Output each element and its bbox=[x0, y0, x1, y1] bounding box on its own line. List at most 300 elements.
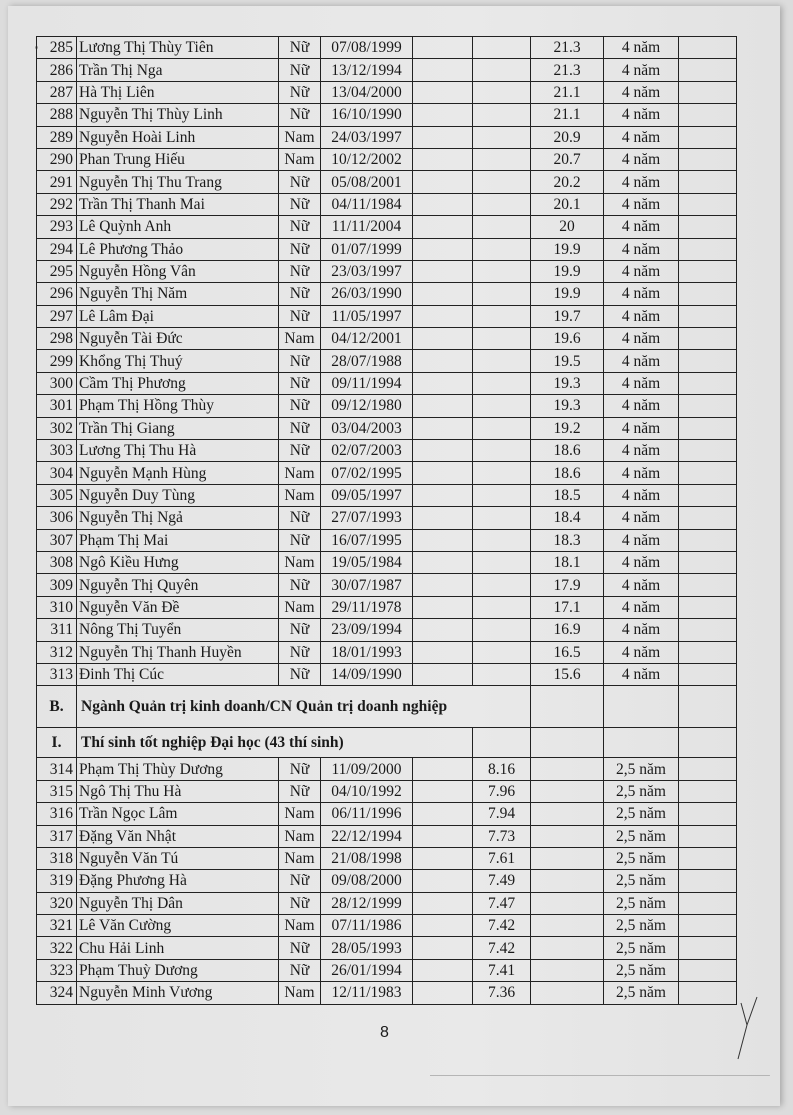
empty-cell bbox=[679, 780, 737, 802]
name-cell: Trần Thị Thanh Mai bbox=[77, 193, 279, 215]
duration-cell: 4 năm bbox=[604, 663, 679, 685]
empty-cell bbox=[473, 193, 531, 215]
score-cell: 18.6 bbox=[531, 462, 604, 484]
section-b-rows bbox=[37, 758, 737, 1004]
dob-cell: 04/10/1992 bbox=[321, 780, 413, 802]
gender-cell: Nữ bbox=[279, 260, 321, 282]
empty-cell bbox=[413, 59, 473, 81]
empty-cell bbox=[413, 825, 473, 847]
name-cell: Đặng Văn Nhật bbox=[77, 825, 279, 847]
gender-cell: Nữ bbox=[279, 395, 321, 417]
gender-cell: Nam bbox=[279, 915, 321, 937]
score-cell: 17.9 bbox=[531, 574, 604, 596]
name-cell: Nguyễn Văn Tú bbox=[77, 847, 279, 869]
empty-cell bbox=[531, 825, 604, 847]
stt-cell: 288 bbox=[37, 104, 77, 126]
table-row bbox=[37, 440, 737, 462]
empty-cell bbox=[679, 937, 737, 959]
empty-cell bbox=[679, 915, 737, 937]
stt-cell: 314 bbox=[37, 758, 77, 780]
dob-cell: 23/09/1994 bbox=[321, 619, 413, 641]
empty-cell bbox=[413, 663, 473, 685]
empty-cell bbox=[473, 216, 531, 238]
empty-cell bbox=[679, 728, 737, 758]
dob-cell: 19/05/1984 bbox=[321, 551, 413, 573]
name-cell: Nguyễn Thị Thanh Huyền bbox=[77, 641, 279, 663]
gender-cell: Nữ bbox=[279, 641, 321, 663]
dob-cell: 14/09/1990 bbox=[321, 663, 413, 685]
empty-cell bbox=[473, 529, 531, 551]
gender-cell: Nam bbox=[279, 825, 321, 847]
empty-cell bbox=[413, 507, 473, 529]
empty-cell bbox=[679, 283, 737, 305]
empty-cell bbox=[413, 847, 473, 869]
table-row bbox=[37, 803, 737, 825]
stt-cell: 290 bbox=[37, 148, 77, 170]
dob-cell: 29/11/1978 bbox=[321, 596, 413, 618]
duration-cell: 4 năm bbox=[604, 216, 679, 238]
empty-cell bbox=[413, 372, 473, 394]
empty-cell bbox=[679, 825, 737, 847]
empty-cell bbox=[679, 37, 737, 59]
table-row bbox=[37, 193, 737, 215]
score-cell: 7.49 bbox=[473, 870, 531, 892]
name-cell: Nguyễn Hồng Vân bbox=[77, 260, 279, 282]
dob-cell: 07/08/1999 bbox=[321, 37, 413, 59]
name-cell: Nguyễn Tài Đức bbox=[77, 328, 279, 350]
gender-cell: Nam bbox=[279, 126, 321, 148]
empty-cell bbox=[473, 417, 531, 439]
empty-cell bbox=[531, 758, 604, 780]
stt-cell: 302 bbox=[37, 417, 77, 439]
table-row bbox=[37, 551, 737, 573]
subsection-title: Thí sinh tốt nghiệp Đại học (43 thí sinh) bbox=[77, 728, 473, 758]
table-row bbox=[37, 758, 737, 780]
duration-cell: 4 năm bbox=[604, 574, 679, 596]
stt-cell: 292 bbox=[37, 193, 77, 215]
dob-cell: 07/11/1986 bbox=[321, 915, 413, 937]
empty-cell bbox=[413, 328, 473, 350]
empty-cell bbox=[473, 574, 531, 596]
duration-cell: 4 năm bbox=[604, 484, 679, 506]
empty-cell bbox=[413, 574, 473, 596]
dob-cell: 30/07/1987 bbox=[321, 574, 413, 596]
empty-cell bbox=[679, 171, 737, 193]
dob-cell: 23/03/1997 bbox=[321, 260, 413, 282]
dob-cell: 06/11/1996 bbox=[321, 803, 413, 825]
subsection-label: I. bbox=[37, 728, 77, 758]
gender-cell: Nữ bbox=[279, 37, 321, 59]
score-cell: 21.1 bbox=[531, 81, 604, 103]
gender-cell: Nữ bbox=[279, 81, 321, 103]
table-row bbox=[37, 641, 737, 663]
empty-cell bbox=[473, 350, 531, 372]
table-row bbox=[37, 892, 737, 914]
empty-cell bbox=[413, 462, 473, 484]
duration-cell: 4 năm bbox=[604, 372, 679, 394]
stt-cell: 321 bbox=[37, 915, 77, 937]
empty-cell bbox=[604, 728, 679, 758]
empty-cell bbox=[413, 780, 473, 802]
gender-cell: Nữ bbox=[279, 104, 321, 126]
table-row bbox=[37, 462, 737, 484]
score-cell: 19.2 bbox=[531, 417, 604, 439]
table-row bbox=[37, 915, 737, 937]
empty-cell bbox=[679, 596, 737, 618]
name-cell: Đinh Thị Cúc bbox=[77, 663, 279, 685]
dob-cell: 21/08/1998 bbox=[321, 847, 413, 869]
name-cell: Phạm Thị Mai bbox=[77, 529, 279, 551]
name-cell: Nguyễn Thị Quyên bbox=[77, 574, 279, 596]
score-cell: 19.9 bbox=[531, 260, 604, 282]
duration-cell: 4 năm bbox=[604, 529, 679, 551]
score-cell: 7.73 bbox=[473, 825, 531, 847]
name-cell: Nguyễn Thị Thùy Linh bbox=[77, 104, 279, 126]
table-row bbox=[37, 283, 737, 305]
empty-cell bbox=[679, 417, 737, 439]
empty-cell bbox=[679, 619, 737, 641]
name-cell: Trần Thị Giang bbox=[77, 417, 279, 439]
duration-cell: 4 năm bbox=[604, 619, 679, 641]
name-cell: Nguyễn Thị Thu Trang bbox=[77, 171, 279, 193]
gender-cell: Nữ bbox=[279, 193, 321, 215]
empty-cell bbox=[679, 982, 737, 1004]
dob-cell: 16/10/1990 bbox=[321, 104, 413, 126]
gender-cell: Nữ bbox=[279, 758, 321, 780]
dob-cell: 13/04/2000 bbox=[321, 81, 413, 103]
table-row bbox=[37, 171, 737, 193]
table-row bbox=[37, 847, 737, 869]
duration-cell: 4 năm bbox=[604, 641, 679, 663]
gender-cell: Nam bbox=[279, 484, 321, 506]
dob-cell: 10/12/2002 bbox=[321, 148, 413, 170]
stt-cell: 312 bbox=[37, 641, 77, 663]
score-cell: 18.4 bbox=[531, 507, 604, 529]
stt-cell: 296 bbox=[37, 283, 77, 305]
duration-cell: 4 năm bbox=[604, 283, 679, 305]
duration-cell: 2,5 năm bbox=[604, 959, 679, 981]
empty-cell bbox=[531, 847, 604, 869]
empty-cell bbox=[679, 892, 737, 914]
empty-cell bbox=[473, 663, 531, 685]
score-cell: 7.42 bbox=[473, 937, 531, 959]
name-cell: Nguyễn Duy Tùng bbox=[77, 484, 279, 506]
score-cell: 19.5 bbox=[531, 350, 604, 372]
score-cell: 19.6 bbox=[531, 328, 604, 350]
dob-cell: 13/12/1994 bbox=[321, 59, 413, 81]
empty-cell bbox=[531, 686, 604, 728]
page-fold-line bbox=[430, 1075, 770, 1082]
name-cell: Nông Thị Tuyển bbox=[77, 619, 279, 641]
table-row bbox=[37, 825, 737, 847]
empty-cell bbox=[473, 328, 531, 350]
table-row bbox=[37, 982, 737, 1004]
duration-cell: 4 năm bbox=[604, 551, 679, 573]
dob-cell: 27/07/1993 bbox=[321, 507, 413, 529]
empty-cell bbox=[531, 870, 604, 892]
name-cell: Nguyễn Mạnh Hùng bbox=[77, 462, 279, 484]
table-row bbox=[37, 870, 737, 892]
score-cell: 16.5 bbox=[531, 641, 604, 663]
dob-cell: 04/12/2001 bbox=[321, 328, 413, 350]
empty-cell bbox=[473, 104, 531, 126]
empty-cell bbox=[679, 328, 737, 350]
score-cell: 21.3 bbox=[531, 59, 604, 81]
stt-cell: 317 bbox=[37, 825, 77, 847]
dob-cell: 09/05/1997 bbox=[321, 484, 413, 506]
score-cell: 7.61 bbox=[473, 847, 531, 869]
stt-cell: 294 bbox=[37, 238, 77, 260]
table-row bbox=[37, 484, 737, 506]
duration-cell: 4 năm bbox=[604, 305, 679, 327]
duration-cell: 4 năm bbox=[604, 126, 679, 148]
empty-cell bbox=[679, 104, 737, 126]
duration-cell: 4 năm bbox=[604, 81, 679, 103]
empty-cell bbox=[473, 440, 531, 462]
table-row bbox=[37, 395, 737, 417]
gender-cell: Nữ bbox=[279, 171, 321, 193]
empty-cell bbox=[473, 37, 531, 59]
dob-cell: 24/03/1997 bbox=[321, 126, 413, 148]
gender-cell: Nam bbox=[279, 148, 321, 170]
gender-cell: Nữ bbox=[279, 937, 321, 959]
duration-cell: 4 năm bbox=[604, 350, 679, 372]
name-cell: Nguyễn Thị Ngả bbox=[77, 507, 279, 529]
empty-cell bbox=[679, 847, 737, 869]
name-cell: Nguyễn Thị Dân bbox=[77, 892, 279, 914]
duration-cell: 2,5 năm bbox=[604, 825, 679, 847]
empty-cell bbox=[679, 59, 737, 81]
name-cell: Ngô Kiều Hưng bbox=[77, 551, 279, 573]
empty-cell bbox=[413, 529, 473, 551]
empty-cell bbox=[531, 915, 604, 937]
empty-cell bbox=[413, 305, 473, 327]
name-cell: Lê Quỳnh Anh bbox=[77, 216, 279, 238]
dob-cell: 02/07/2003 bbox=[321, 440, 413, 462]
empty-cell bbox=[413, 148, 473, 170]
empty-cell bbox=[531, 780, 604, 802]
empty-cell bbox=[473, 81, 531, 103]
stt-cell: 311 bbox=[37, 619, 77, 641]
stt-cell: 287 bbox=[37, 81, 77, 103]
score-cell: 20.1 bbox=[531, 193, 604, 215]
score-cell: 7.47 bbox=[473, 892, 531, 914]
stt-cell: 308 bbox=[37, 551, 77, 573]
score-cell: 16.9 bbox=[531, 619, 604, 641]
score-cell: 15.6 bbox=[531, 663, 604, 685]
stt-cell: 297 bbox=[37, 305, 77, 327]
duration-cell: 4 năm bbox=[604, 507, 679, 529]
dob-cell: 16/07/1995 bbox=[321, 529, 413, 551]
table-row bbox=[37, 780, 737, 802]
score-cell: 8.16 bbox=[473, 758, 531, 780]
empty-cell bbox=[679, 803, 737, 825]
table-row bbox=[37, 81, 737, 103]
empty-cell bbox=[473, 728, 531, 758]
empty-cell bbox=[473, 126, 531, 148]
name-cell: Phạm Thị Hồng Thùy bbox=[77, 395, 279, 417]
stt-cell: 313 bbox=[37, 663, 77, 685]
duration-cell: 4 năm bbox=[604, 59, 679, 81]
gender-cell: Nữ bbox=[279, 892, 321, 914]
table-row bbox=[37, 372, 737, 394]
dob-cell: 09/11/1994 bbox=[321, 372, 413, 394]
score-cell: 7.41 bbox=[473, 959, 531, 981]
empty-cell bbox=[473, 619, 531, 641]
stt-cell: 306 bbox=[37, 507, 77, 529]
stt-cell: 315 bbox=[37, 780, 77, 802]
empty-cell bbox=[413, 37, 473, 59]
dob-cell: 05/08/2001 bbox=[321, 171, 413, 193]
score-cell: 18.3 bbox=[531, 529, 604, 551]
gender-cell: Nữ bbox=[279, 529, 321, 551]
dob-cell: 28/05/1993 bbox=[321, 937, 413, 959]
empty-cell bbox=[679, 462, 737, 484]
dob-cell: 04/11/1984 bbox=[321, 193, 413, 215]
table-row bbox=[37, 663, 737, 685]
gender-cell: Nữ bbox=[279, 507, 321, 529]
empty-cell bbox=[473, 171, 531, 193]
duration-cell: 4 năm bbox=[604, 596, 679, 618]
stt-cell: 289 bbox=[37, 126, 77, 148]
empty-cell bbox=[413, 758, 473, 780]
duration-cell: 4 năm bbox=[604, 328, 679, 350]
duration-cell: 4 năm bbox=[604, 193, 679, 215]
empty-cell bbox=[679, 81, 737, 103]
stt-cell: 322 bbox=[37, 937, 77, 959]
stt-cell: 309 bbox=[37, 574, 77, 596]
score-cell: 19.3 bbox=[531, 395, 604, 417]
empty-cell bbox=[679, 663, 737, 685]
empty-cell bbox=[679, 507, 737, 529]
gender-cell: Nữ bbox=[279, 959, 321, 981]
score-cell: 19.9 bbox=[531, 238, 604, 260]
score-cell: 20.9 bbox=[531, 126, 604, 148]
stt-cell: 299 bbox=[37, 350, 77, 372]
empty-cell bbox=[413, 260, 473, 282]
empty-cell bbox=[679, 484, 737, 506]
table-row bbox=[37, 574, 737, 596]
empty-cell bbox=[679, 305, 737, 327]
empty-cell bbox=[473, 596, 531, 618]
empty-cell bbox=[473, 484, 531, 506]
gender-cell: Nữ bbox=[279, 350, 321, 372]
duration-cell: 2,5 năm bbox=[604, 758, 679, 780]
stt-cell: 307 bbox=[37, 529, 77, 551]
table-row bbox=[37, 328, 737, 350]
stt-cell: 285 bbox=[37, 37, 77, 59]
table-row bbox=[37, 619, 737, 641]
dob-cell: 22/12/1994 bbox=[321, 825, 413, 847]
empty-cell bbox=[413, 81, 473, 103]
score-cell: 21.3 bbox=[531, 37, 604, 59]
score-cell: 20.2 bbox=[531, 171, 604, 193]
gender-cell: Nam bbox=[279, 462, 321, 484]
empty-cell bbox=[413, 619, 473, 641]
empty-cell bbox=[413, 982, 473, 1004]
empty-cell bbox=[413, 395, 473, 417]
duration-cell: 4 năm bbox=[604, 395, 679, 417]
empty-cell bbox=[413, 171, 473, 193]
page-number: 8 bbox=[380, 1024, 389, 1041]
empty-cell bbox=[531, 892, 604, 914]
score-cell: 7.96 bbox=[473, 780, 531, 802]
gender-cell: Nữ bbox=[279, 283, 321, 305]
dob-cell: 28/12/1999 bbox=[321, 892, 413, 914]
gender-cell: Nữ bbox=[279, 870, 321, 892]
dob-cell: 18/01/1993 bbox=[321, 641, 413, 663]
empty-cell bbox=[679, 641, 737, 663]
stt-cell: 318 bbox=[37, 847, 77, 869]
table-row bbox=[37, 126, 737, 148]
dob-cell: 09/12/1980 bbox=[321, 395, 413, 417]
empty-cell bbox=[679, 551, 737, 573]
name-cell: Ngô Thị Thu Hà bbox=[77, 780, 279, 802]
table-row bbox=[37, 937, 737, 959]
name-cell: Trần Ngọc Lâm bbox=[77, 803, 279, 825]
stt-cell: 298 bbox=[37, 328, 77, 350]
duration-cell: 2,5 năm bbox=[604, 847, 679, 869]
empty-cell bbox=[679, 126, 737, 148]
dob-cell: 11/05/1997 bbox=[321, 305, 413, 327]
name-cell: Trần Thị Nga bbox=[77, 59, 279, 81]
duration-cell: 2,5 năm bbox=[604, 870, 679, 892]
empty-cell bbox=[531, 982, 604, 1004]
table-row bbox=[37, 350, 737, 372]
name-cell: Phạm Thị Thùy Dương bbox=[77, 758, 279, 780]
duration-cell: 2,5 năm bbox=[604, 780, 679, 802]
empty-cell bbox=[473, 260, 531, 282]
name-cell: Nguyễn Văn Đề bbox=[77, 596, 279, 618]
name-cell: Lương Thị Thùy Tiên bbox=[77, 37, 279, 59]
empty-cell bbox=[604, 686, 679, 728]
score-cell: 7.42 bbox=[473, 915, 531, 937]
score-cell: 17.1 bbox=[531, 596, 604, 618]
stt-cell: 286 bbox=[37, 59, 77, 81]
name-cell: Đặng Phương Hà bbox=[77, 870, 279, 892]
gender-cell: Nam bbox=[279, 551, 321, 573]
empty-cell bbox=[679, 440, 737, 462]
name-cell: Phan Trung Hiếu bbox=[77, 148, 279, 170]
stt-cell: 293 bbox=[37, 216, 77, 238]
empty-cell bbox=[679, 529, 737, 551]
gender-cell: Nam bbox=[279, 847, 321, 869]
dob-cell: 07/02/1995 bbox=[321, 462, 413, 484]
name-cell: Nguyễn Minh Vương bbox=[77, 982, 279, 1004]
stt-cell: 316 bbox=[37, 803, 77, 825]
duration-cell: 4 năm bbox=[604, 417, 679, 439]
empty-cell bbox=[473, 395, 531, 417]
duration-cell: 4 năm bbox=[604, 462, 679, 484]
score-cell: 7.94 bbox=[473, 803, 531, 825]
table-row bbox=[37, 417, 737, 439]
empty-cell bbox=[473, 462, 531, 484]
empty-cell bbox=[413, 283, 473, 305]
gender-cell: Nữ bbox=[279, 619, 321, 641]
gender-cell: Nữ bbox=[279, 305, 321, 327]
table-row bbox=[37, 148, 737, 170]
empty-cell bbox=[413, 484, 473, 506]
name-cell: Khổng Thị Thuý bbox=[77, 350, 279, 372]
empty-cell bbox=[473, 283, 531, 305]
score-cell: 19.7 bbox=[531, 305, 604, 327]
empty-cell bbox=[473, 59, 531, 81]
gender-cell: Nữ bbox=[279, 574, 321, 596]
empty-cell bbox=[679, 193, 737, 215]
stt-cell: 300 bbox=[37, 372, 77, 394]
section-b-header bbox=[37, 686, 737, 758]
name-cell: Nguyễn Thị Năm bbox=[77, 283, 279, 305]
